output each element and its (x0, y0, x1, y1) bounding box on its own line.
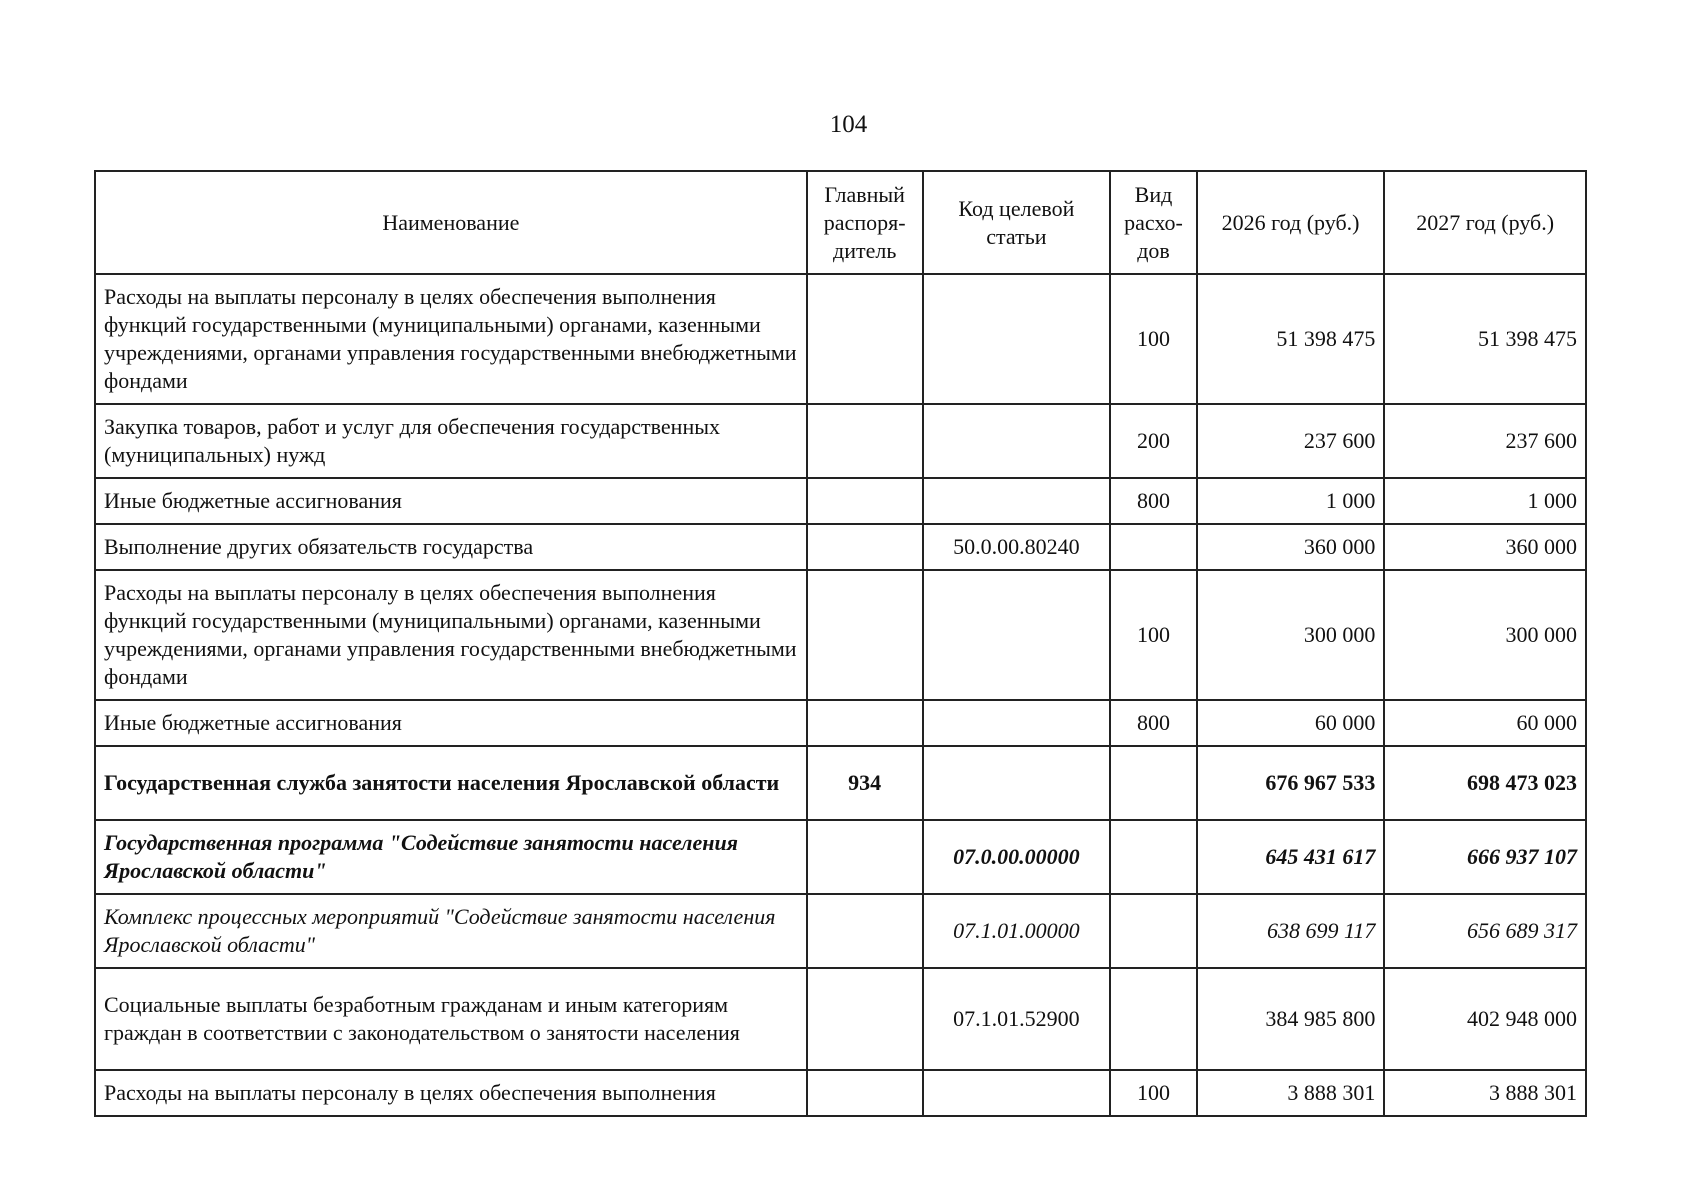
table-row (95, 820, 1586, 894)
cell-2026: 237 600 (1197, 404, 1385, 478)
table-row (95, 570, 1586, 700)
cell-2027: 51 398 475 (1384, 274, 1586, 404)
table-header-row (95, 171, 1586, 274)
cell-vid (1110, 894, 1197, 968)
cell-code: 07.0.00.00000 (923, 820, 1111, 894)
cell-name: Расходы на выплаты персоналу в целях обеспечения выполнения функций государственными (муниципальными) органами, казенными учреждениями, органами управления государственными внебюджетными фондами (95, 570, 807, 700)
cell-vid: 100 (1110, 570, 1197, 700)
cell-2026: 1 000 (1197, 478, 1385, 524)
cell-name: Закупка товаров, работ и услуг для обеспечения государственных (муниципальных) нужд (95, 404, 807, 478)
table-row (95, 894, 1586, 968)
table-row (95, 746, 1586, 820)
cell-2027: 1 000 (1384, 478, 1586, 524)
cell-name: Иные бюджетные ассигнования (95, 700, 807, 746)
header-code: Код целевой статьи (923, 171, 1111, 274)
cell-code (923, 1070, 1111, 1116)
cell-2027: 237 600 (1384, 404, 1586, 478)
cell-2027: 360 000 (1384, 524, 1586, 570)
cell-name: Выполнение других обязательств государства (95, 524, 807, 570)
cell-grbs (807, 820, 923, 894)
cell-grbs (807, 274, 923, 404)
cell-vid: 800 (1110, 478, 1197, 524)
cell-vid: 100 (1110, 274, 1197, 404)
cell-2026: 638 699 117 (1197, 894, 1385, 968)
cell-name: Расходы на выплаты персоналу в целях обеспечения выполнения (95, 1070, 807, 1116)
cell-grbs (807, 478, 923, 524)
cell-grbs (807, 894, 923, 968)
cell-2026: 676 967 533 (1197, 746, 1385, 820)
header-2027: 2027 год (руб.) (1384, 171, 1586, 274)
cell-grbs (807, 700, 923, 746)
cell-2026: 360 000 (1197, 524, 1385, 570)
cell-code (923, 700, 1111, 746)
cell-name: Иные бюджетные ассигнования (95, 478, 807, 524)
cell-grbs (807, 524, 923, 570)
budget-table (94, 170, 1587, 1117)
table-row (95, 968, 1586, 1070)
table-row (95, 274, 1586, 404)
cell-2026: 645 431 617 (1197, 820, 1385, 894)
cell-code: 07.1.01.52900 (923, 968, 1111, 1070)
cell-code (923, 404, 1111, 478)
cell-vid (1110, 968, 1197, 1070)
cell-vid (1110, 820, 1197, 894)
cell-name: Государственная программа "Содействие занятости населения Ярославской области" (95, 820, 807, 894)
cell-2026: 384 985 800 (1197, 968, 1385, 1070)
table-row (95, 478, 1586, 524)
cell-2027: 698 473 023 (1384, 746, 1586, 820)
cell-code (923, 478, 1111, 524)
cell-code (923, 746, 1111, 820)
cell-grbs (807, 570, 923, 700)
cell-2026: 51 398 475 (1197, 274, 1385, 404)
cell-grbs (807, 1070, 923, 1116)
cell-vid: 800 (1110, 700, 1197, 746)
cell-grbs (807, 404, 923, 478)
cell-code (923, 570, 1111, 700)
header-vid: Вид расхо-дов (1110, 171, 1197, 274)
cell-2027: 656 689 317 (1384, 894, 1586, 968)
cell-2027: 402 948 000 (1384, 968, 1586, 1070)
page-number: 104 (829, 111, 868, 138)
cell-grbs (807, 968, 923, 1070)
cell-2027: 666 937 107 (1384, 820, 1586, 894)
cell-2026: 3 888 301 (1197, 1070, 1385, 1116)
cell-vid (1110, 524, 1197, 570)
header-grbs: Главный распоря-дитель (807, 171, 923, 274)
cell-2027: 3 888 301 (1384, 1070, 1586, 1116)
cell-code: 07.1.01.00000 (923, 894, 1111, 968)
cell-2026: 300 000 (1197, 570, 1385, 700)
cell-vid: 200 (1110, 404, 1197, 478)
cell-vid (1110, 746, 1197, 820)
cell-vid: 100 (1110, 1070, 1197, 1116)
cell-name: Государственная служба занятости населения Ярославской области (95, 746, 807, 820)
cell-name: Расходы на выплаты персоналу в целях обеспечения выполнения функций государственными (муниципальными) органами, казенными учреждениями, органами управления государственными внебюджетными фондами (95, 274, 807, 404)
cell-2026: 60 000 (1197, 700, 1385, 746)
cell-code (923, 274, 1111, 404)
cell-name: Социальные выплаты безработным гражданам и иным категориям граждан в соответствии с законодательством о занятости населения (95, 968, 807, 1070)
cell-2027: 300 000 (1384, 570, 1586, 700)
table-row (95, 404, 1586, 478)
table-row (95, 524, 1586, 570)
cell-grbs: 934 (807, 746, 923, 820)
cell-code: 50.0.00.80240 (923, 524, 1111, 570)
header-2026: 2026 год (руб.) (1197, 171, 1385, 274)
cell-name: Комплекс процессных мероприятий "Содействие занятости населения Ярославской области" (95, 894, 807, 968)
table-row (95, 1070, 1586, 1116)
table-row (95, 700, 1586, 746)
header-name: Наименование (95, 171, 807, 274)
cell-2027: 60 000 (1384, 700, 1586, 746)
